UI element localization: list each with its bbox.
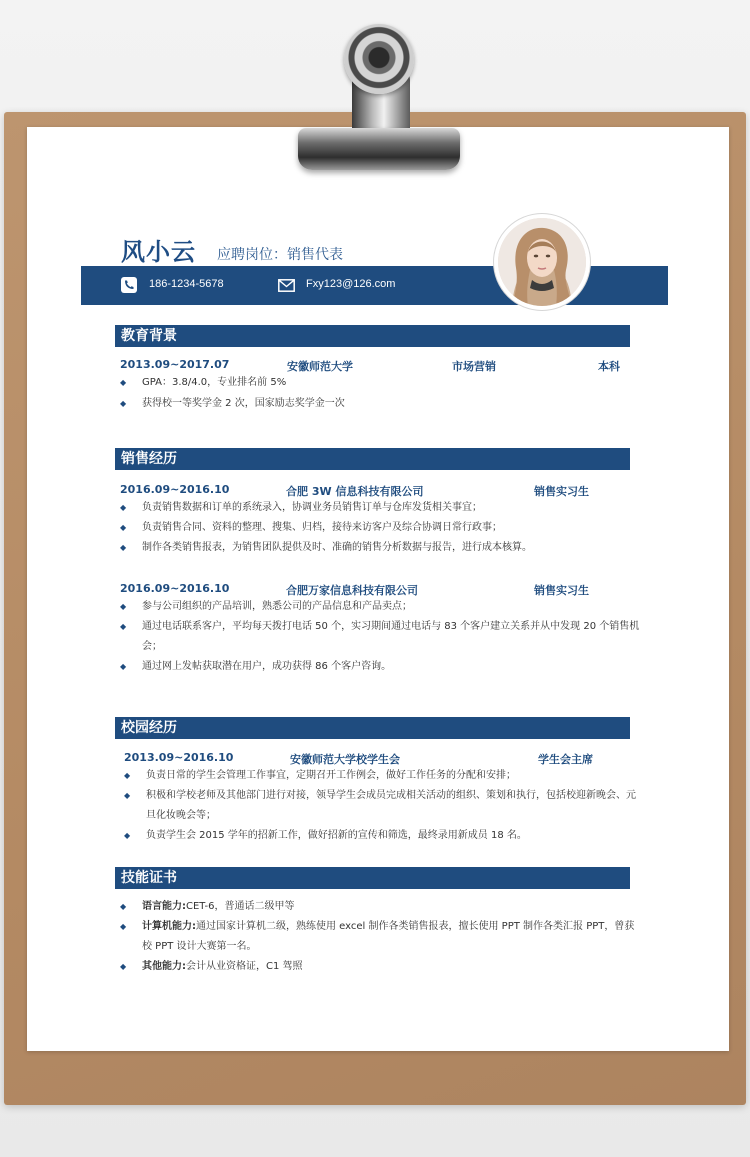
list-item: ◆ 负责销售合同、资料的整理、搜集、归档，接待来访客户及综合协调日常行政事；: [120, 518, 640, 538]
list-item: ◆ 计算机能力:通过国家计算机二级，熟练使用 excel 制作各类销售报表，擅长使用 PPT 制作各类汇报 PPT，曾获校 PPT 设计大赛第一名。: [120, 917, 640, 957]
list-item: ◆ 制作各类销售报表，为销售团队提供及时、准确的销售分析数据与报告，进行成本核算。: [120, 538, 640, 558]
section-sales-title: 销售经历: [115, 448, 630, 470]
list-item: ◆ 其他能力:会计从业资格证，C1 驾照: [120, 957, 640, 977]
phone-icon: [120, 277, 138, 293]
job-role: 销售实习生: [534, 485, 589, 498]
list-item: ◆ GPA：3.8/4.0，专业排名前 5%: [120, 373, 640, 393]
list-item: ◆ 负责销售数据和订单的系统录入，协调业务员销售订单与仓库发货相关事宜；: [120, 498, 640, 518]
campus-org: 安徽师范大学校学生会: [290, 753, 400, 766]
list-item: ◆ 通过电话联系客户，平均每天拨打电话 50 个，实习期间通过电话与 83 个客户建立关系并从中发现 20 个销售机会；: [120, 617, 640, 657]
email-address: Fxy123@126.com: [306, 278, 396, 290]
list-item: ◆ 参与公司组织的产品培训，熟悉公司的产品信息和产品卖点；: [120, 597, 640, 617]
section-skills-title: 技能证书: [115, 867, 630, 889]
target-position: 应聘岗位：销售代表: [217, 247, 343, 263]
list-item: ◆ 通过网上发帖获取潜在用户，成功获得 86 个客户咨询。: [120, 657, 640, 677]
profile-photo: [494, 214, 590, 310]
campus-period: 2013.09~2016.10: [124, 751, 234, 764]
list-item: ◆ 负责日常的学生会管理工作事宜，定期召开工作例会，做好工作任务的分配和安排；: [124, 766, 644, 786]
list-item: ◆ 获得校一等奖学金 2 次，国家励志奖学金一次: [120, 394, 640, 414]
section-education-title: 教育背景: [115, 325, 630, 347]
mail-icon: [277, 277, 295, 293]
list-item: ◆ 积极和学校老师及其他部门进行对接，领导学生会成员完成相关活动的组织、策划和执行，包括校迎新晚会、元旦化妆晚会等；: [124, 786, 644, 826]
job-company: 合肥 3W 信息科技有限公司: [286, 485, 424, 498]
resume-name: 风小云: [121, 238, 196, 266]
education-school: 安徽师范大学: [287, 360, 353, 373]
education-degree: 本科: [598, 360, 620, 373]
job-role: 销售实习生: [534, 584, 589, 597]
job-company: 合肥万家信息科技有限公司: [286, 584, 418, 597]
binder-clip-ring: [344, 24, 414, 94]
phone-number: 186-1234-5678: [149, 278, 224, 290]
education-major: 市场营销: [452, 360, 496, 373]
list-item: ◆ 负责学生会 2015 学年的招新工作，做好招新的宣传和筛选，最终录用新成员 18 名。: [124, 826, 644, 846]
job-period: 2016.09~2016.10: [120, 582, 230, 595]
binder-clip: [298, 128, 460, 170]
education-period: 2013.09~2017.07: [120, 358, 230, 371]
campus-role: 学生会主席: [538, 753, 593, 766]
list-item: ◆ 语言能力:CET-6，普通话二级甲等: [120, 897, 640, 917]
job-period: 2016.09~2016.10: [120, 483, 230, 496]
section-campus-title: 校园经历: [115, 717, 630, 739]
